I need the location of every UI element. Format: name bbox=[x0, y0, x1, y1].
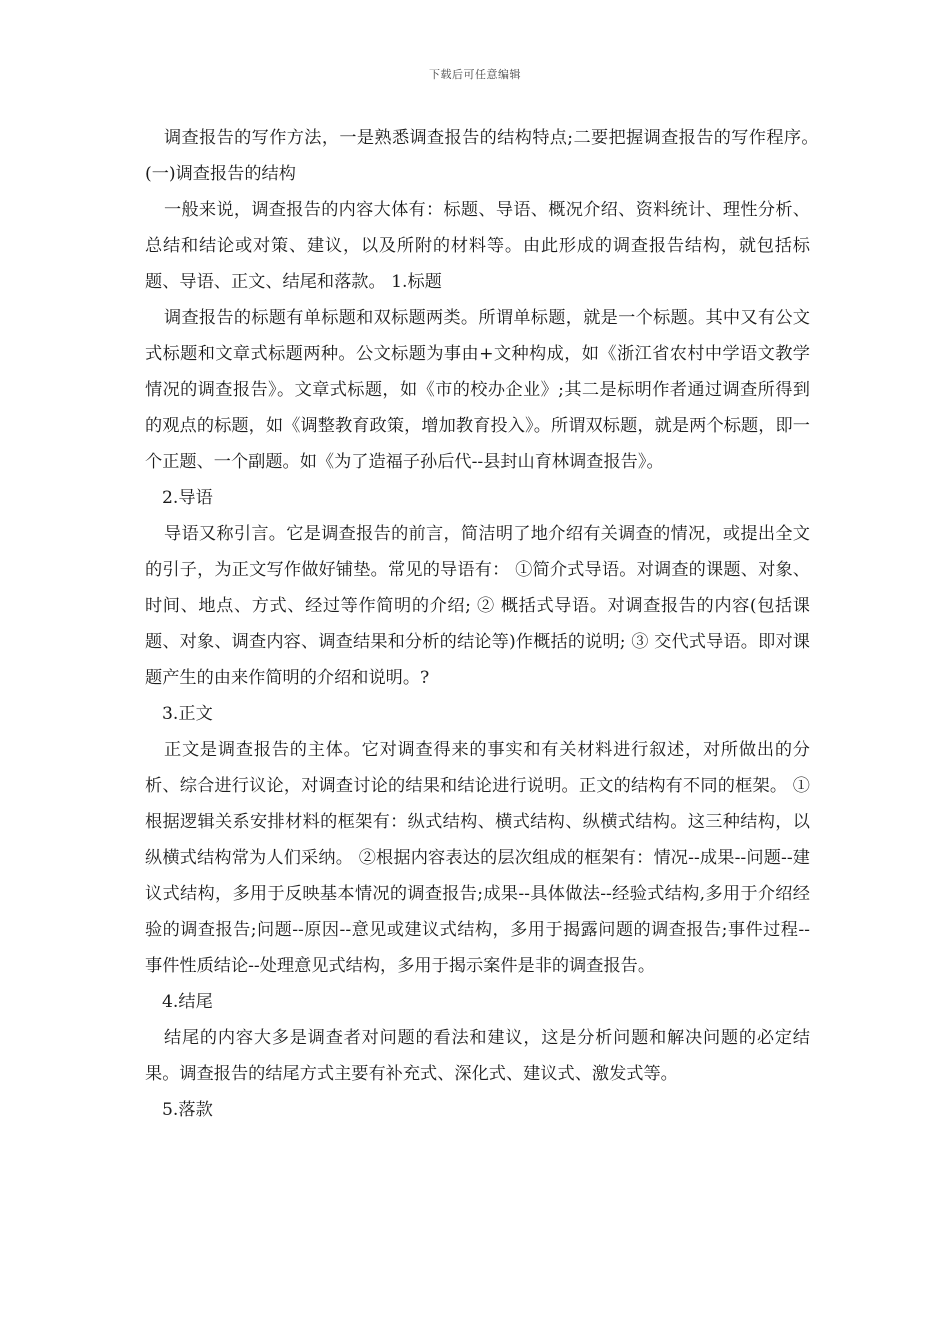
main-body-section-paragraph: 正文是调查报告的主体。它对调查得来的事实和有关材料进行叙述，对所做出的分析、综合进行议论，对调查讨论的结果和结论进行说明。正文的结构有不同的框架。 ①根据逻辑关系安排材料的框架有：纵式结构、横式结构、纵横式结构。这三种结构，以纵横式结构常为人们采纳。 ②根据内容表达的层次组成的框架有：情况--成果--问题--建议式结构，多用于反映基本情况的调查报告;成果--具体做法--经验式结构,多用于介绍经验的调查报告;问题--原因--意见或建议式结构，多用于揭露问题的调查报告;事件过程--事件性质结论--处理意见式结构，多用于揭示案件是非的调查报告。 bbox=[145, 740, 810, 976]
intro-paragraph: 调查报告的写作方法，一是熟悉调查报告的结构特点;二要把握调查报告的写作程序。 (一)调查报告的结构 bbox=[145, 128, 828, 184]
heading-ending: 4.结尾 bbox=[162, 992, 213, 1012]
heading-signature: 5.落款 bbox=[162, 1100, 213, 1120]
document-body bbox=[145, 120, 828, 1128]
page-header-note: 下载后可任意编辑 bbox=[429, 68, 521, 81]
overview-paragraph: 一般来说，调查报告的内容大体有：标题、导语、概况介绍、资料统计、理性分析、总结和结论或对策、建议，以及所附的材料等。由此形成的调查报告结构，就包括标题、导语、正文、结尾和落款。 1.标题 bbox=[145, 200, 810, 292]
heading-introduction: 2.导语 bbox=[162, 488, 213, 508]
ending-section-paragraph: 结尾的内容大多是调查者对问题的看法和建议，这是分析问题和解决问题的必定结果。调查报告的结尾方式主要有补充式、深化式、建议式、激发式等。 bbox=[145, 1028, 810, 1084]
title-section-paragraph: 调查报告的标题有单标题和双标题两类。所谓单标题，就是一个标题。其中又有公文式标题和文章式标题两种。公文标题为事由+文种构成，如《浙江省农村中学语文教学情况的调查报告》。文章式标题，如《市的校办企业》;其二是标明作者通过调查所得到的观点的标题，如《调整教育政策，增加教育投入》。所谓双标题，就是两个标题，即一个正题、一个副题。如《为了造福子孙后代--县封山育林调查报告》。 bbox=[145, 308, 810, 472]
introduction-section-paragraph: 导语又称引言。它是调查报告的前言，简洁明了地介绍有关调查的情况，或提出全文的引子，为正文写作做好铺垫。常见的导语有： ①简介式导语。对调查的课题、对象、时间、地点、方式、经过等作简明的介绍; ② 概括式导语。对调查报告的内容(包括课题、对象、调查内容、调查结果和分析的结论等)作概括的说明; ③ 交代式导语。即对课题产生的由来作简明的介绍和说明。? bbox=[145, 524, 810, 688]
heading-main-body: 3.正文 bbox=[162, 704, 213, 724]
